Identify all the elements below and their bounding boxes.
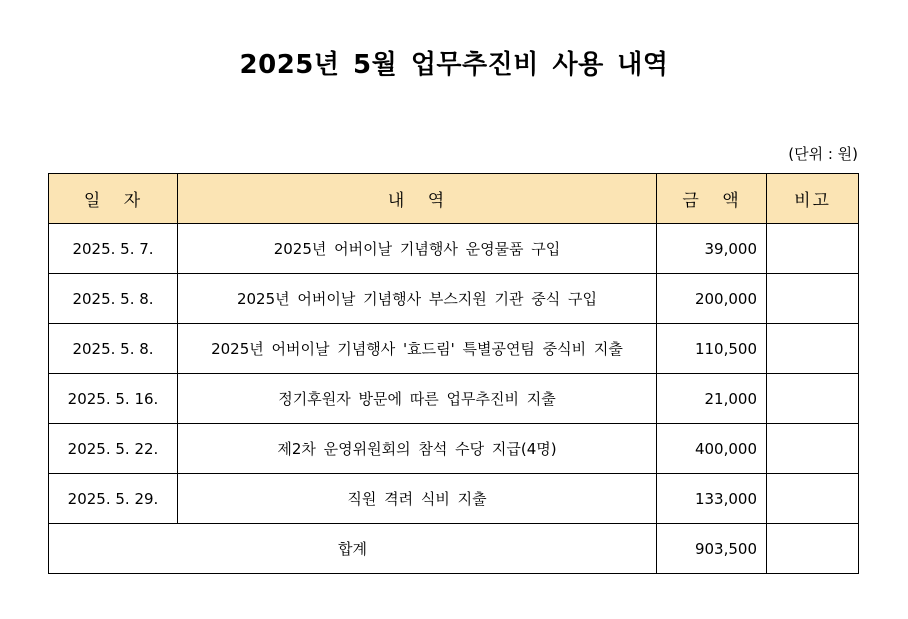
expense-table [48, 173, 859, 574]
row-note [767, 474, 859, 524]
table-row [49, 274, 859, 324]
table-row [49, 224, 859, 274]
row-date: 2025. 5. 29. [49, 474, 178, 524]
row-note [767, 224, 859, 274]
header-description: 내 역 [178, 174, 657, 224]
table-row [49, 324, 859, 374]
row-date: 2025. 5. 7. [49, 224, 178, 274]
row-date: 2025. 5. 8. [49, 324, 178, 374]
row-note [767, 374, 859, 424]
row-note [767, 274, 859, 324]
row-amount: 39,000 [657, 224, 767, 274]
row-note [767, 324, 859, 374]
row-note [767, 424, 859, 474]
row-description: 정기후원자 방문에 따른 업무추진비 지출 [178, 374, 657, 424]
row-description: 2025년 어버이날 기념행사 '효드림' 특별공연팀 중식비 지출 [178, 324, 657, 374]
header-row [49, 174, 859, 224]
header-date: 일 자 [49, 174, 178, 224]
row-description: 2025년 어버이날 기념행사 부스지원 기관 중식 구입 [178, 274, 657, 324]
row-amount: 110,500 [657, 324, 767, 374]
total-row [49, 524, 859, 574]
total-amount: 903,500 [657, 524, 767, 574]
total-note [767, 524, 859, 574]
row-description: 2025년 어버이날 기념행사 운영물품 구입 [178, 224, 657, 274]
header-amount: 금 액 [657, 174, 767, 224]
unit-note: (단위 : 원) [788, 145, 858, 163]
row-amount: 200,000 [657, 274, 767, 324]
table-row [49, 374, 859, 424]
table-row [49, 474, 859, 524]
page-title: 2025년 5월 업무추진비 사용 내역 [239, 50, 669, 80]
row-date: 2025. 5. 8. [49, 274, 178, 324]
total-label: 합계 [49, 524, 657, 574]
row-date: 2025. 5. 22. [49, 424, 178, 474]
row-amount: 21,000 [657, 374, 767, 424]
table-row [49, 424, 859, 474]
row-description: 직원 격려 식비 지출 [178, 474, 657, 524]
row-description: 제2차 운영위원회의 참석 수당 지급(4명) [178, 424, 657, 474]
row-amount: 400,000 [657, 424, 767, 474]
row-date: 2025. 5. 16. [49, 374, 178, 424]
header-note: 비고 [767, 174, 859, 224]
row-amount: 133,000 [657, 474, 767, 524]
